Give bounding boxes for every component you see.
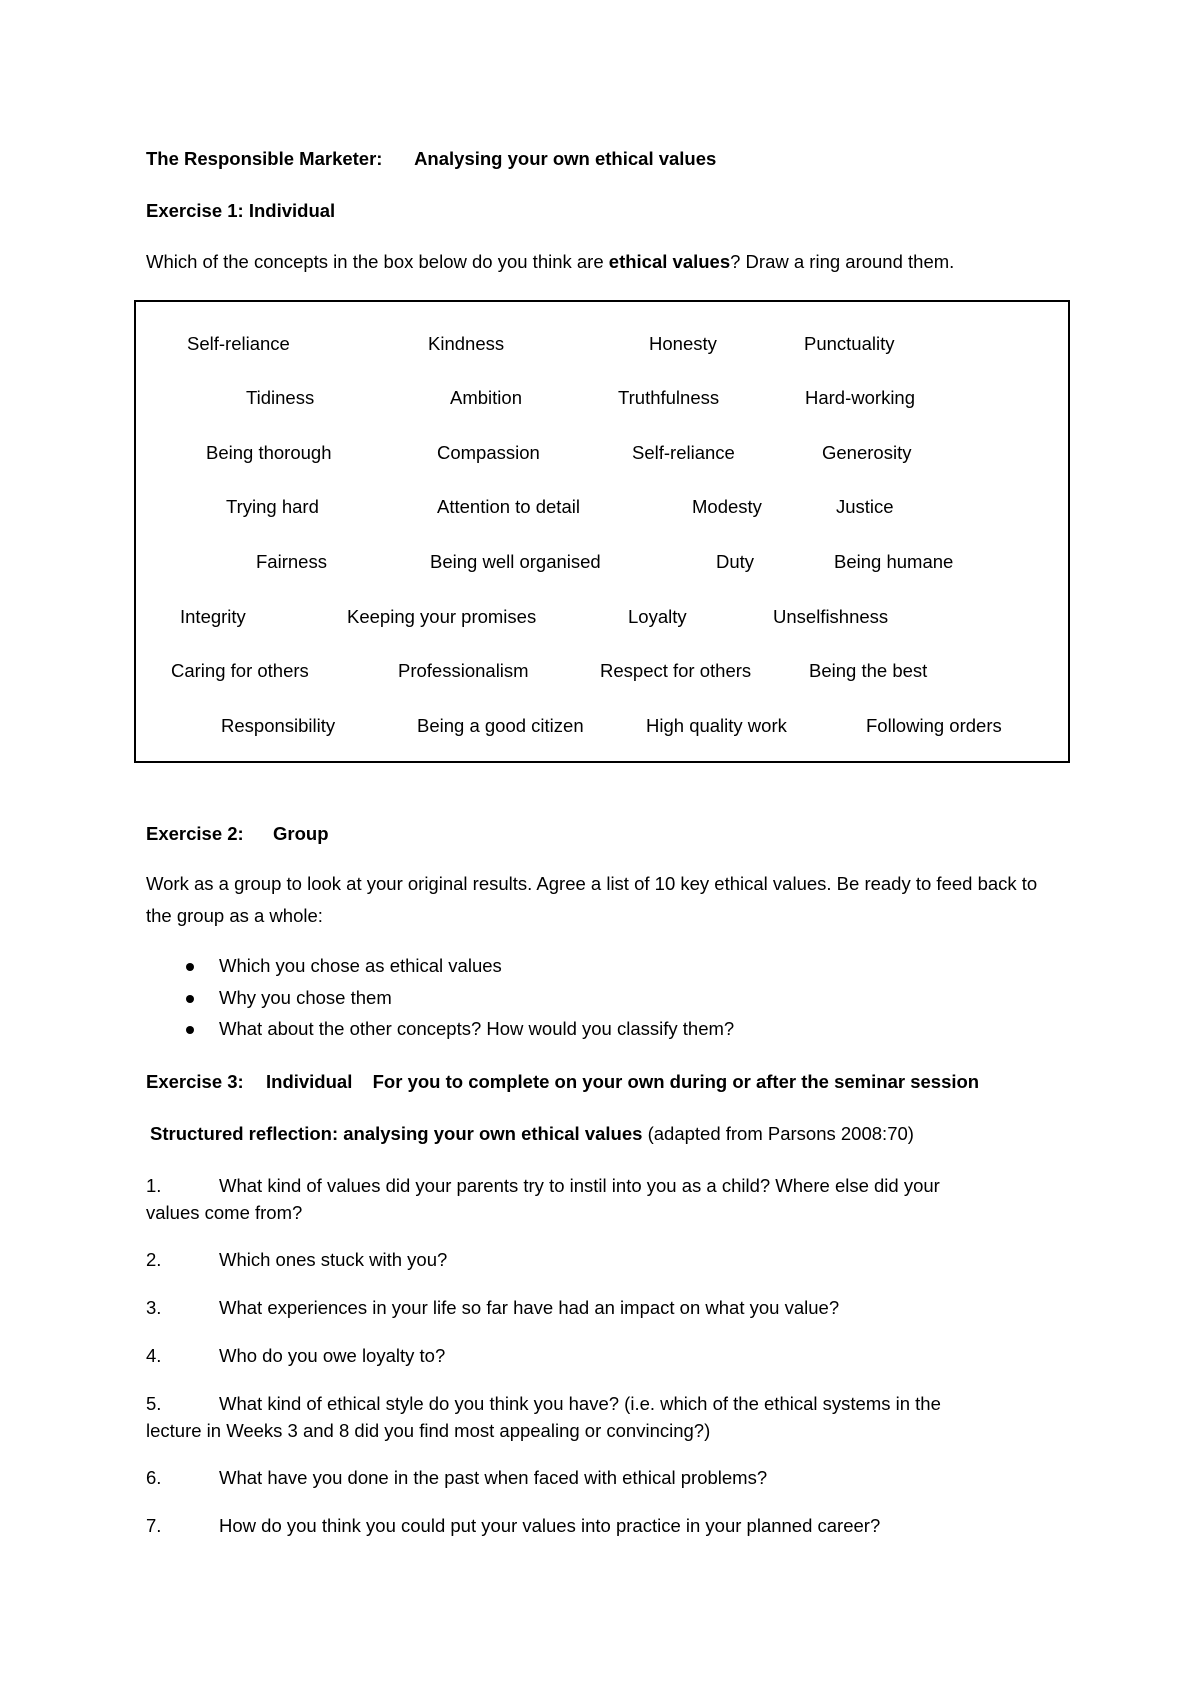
- concept-item[interactable]: Generosity: [822, 442, 912, 463]
- question-number: 7.: [146, 1515, 162, 1536]
- concept-item[interactable]: Truthfulness: [618, 387, 720, 408]
- reflection-title: Structured reflection: analysing your own ethical values: [150, 1123, 643, 1144]
- bullet-dot-icon: [186, 1026, 194, 1034]
- title-main: The Responsible Marketer:: [146, 148, 383, 169]
- exercise2-bullet-item: What about the other concepts? How would you classify them?: [219, 1018, 735, 1039]
- concept-item[interactable]: Integrity: [180, 606, 246, 627]
- bullet-dot-icon: [186, 995, 194, 1003]
- exercise2-bullet-item: Which you chose as ethical values: [219, 955, 502, 976]
- question-number: 3.: [146, 1297, 162, 1318]
- concept-item[interactable]: Keeping your promises: [347, 606, 537, 627]
- concept-item[interactable]: Unselfishness: [773, 606, 889, 627]
- concept-item[interactable]: Hard-working: [805, 387, 916, 408]
- bullet-dot-icon: [186, 963, 194, 971]
- reflection-source: (adapted from Parsons 2008:70): [642, 1123, 914, 1144]
- instruction-text-pre: Which of the concepts in the box below do you think are: [146, 251, 609, 272]
- question-number: 5.: [146, 1393, 162, 1414]
- exercise3-heading-label: Exercise 3:: [146, 1071, 244, 1092]
- instruction-text-bold: ethical values: [608, 251, 731, 272]
- question-number: 4.: [146, 1345, 162, 1366]
- title-subtitle: Analysing your own ethical values: [414, 148, 717, 169]
- exercise3-heading: [146, 1071, 979, 1093]
- exercise3-heading-note: For you to complete on your own during or after the seminar session: [372, 1071, 980, 1092]
- exercise2-text: Work as a group to look at your original results. Agree a list of 10 key ethical values. Be ready to feed back to the group as a whole:: [146, 873, 1038, 926]
- concept-item[interactable]: Self-reliance: [187, 333, 290, 354]
- question-number: 6.: [146, 1467, 162, 1488]
- question-text: What have you done in the past when faced with ethical problems?: [219, 1467, 768, 1488]
- concept-item[interactable]: Professionalism: [398, 660, 529, 681]
- concept-item[interactable]: Punctuality: [804, 333, 895, 354]
- concept-item[interactable]: Following orders: [866, 715, 1002, 736]
- exercise3-heading-type: Individual: [266, 1071, 353, 1092]
- concept-item[interactable]: Being humane: [834, 551, 954, 572]
- concept-item[interactable]: Self-reliance: [632, 442, 735, 463]
- question-text: What kind of values did your parents try to instil into you as a child? Where else did your: [219, 1175, 940, 1196]
- question-number: 2.: [146, 1249, 162, 1270]
- question-text: Who do you owe loyalty to?: [219, 1345, 446, 1366]
- exercise2-heading-type: Group: [273, 823, 329, 844]
- concept-item[interactable]: Justice: [836, 496, 894, 517]
- question-text-continued: lecture in Weeks 3 and 8 did you find most appealing or convincing?): [146, 1420, 711, 1441]
- concept-item[interactable]: Being thorough: [206, 442, 332, 463]
- exercise2-bullet-item: Why you chose them: [219, 987, 392, 1008]
- question-text: Which ones stuck with you?: [219, 1249, 448, 1270]
- question-number: 1.: [146, 1175, 162, 1196]
- exercise1-instruction: [146, 251, 954, 273]
- concept-item[interactable]: Being well organised: [430, 551, 601, 572]
- question-text: What experiences in your life so far have had an impact on what you value?: [219, 1297, 840, 1318]
- concept-item[interactable]: High quality work: [646, 715, 787, 736]
- concept-item[interactable]: Kindness: [428, 333, 505, 354]
- concept-item[interactable]: Responsibility: [221, 715, 336, 736]
- exercise2-heading-label: Exercise 2:: [146, 823, 244, 844]
- concept-item[interactable]: Loyalty: [628, 606, 687, 627]
- concept-item[interactable]: Trying hard: [226, 496, 319, 517]
- concept-item[interactable]: Caring for others: [171, 660, 309, 681]
- question-text: What kind of ethical style do you think you have? (i.e. which of the ethical systems in the: [219, 1393, 941, 1414]
- concept-item[interactable]: Honesty: [649, 333, 717, 354]
- question-text-continued: values come from?: [146, 1202, 303, 1223]
- exercise1-heading: Exercise 1: Individual: [146, 200, 336, 221]
- question-text: How do you think you could put your values into practice in your planned career?: [219, 1515, 881, 1536]
- title-line: [146, 148, 716, 170]
- concept-item[interactable]: Fairness: [256, 551, 327, 572]
- instruction-text-post: ? Draw a ring around them.: [730, 251, 955, 272]
- concept-item[interactable]: Tidiness: [246, 387, 315, 408]
- concept-item[interactable]: Respect for others: [600, 660, 752, 681]
- concept-item[interactable]: Compassion: [437, 442, 540, 463]
- concepts-box: [134, 300, 1070, 763]
- concept-item[interactable]: Ambition: [450, 387, 522, 408]
- concept-item[interactable]: Duty: [716, 551, 755, 572]
- concept-item[interactable]: Being a good citizen: [417, 715, 584, 736]
- concept-item[interactable]: Modesty: [692, 496, 762, 517]
- concept-item[interactable]: Attention to detail: [437, 496, 580, 517]
- concept-item[interactable]: Being the best: [809, 660, 928, 681]
- reflection-heading: [150, 1123, 914, 1145]
